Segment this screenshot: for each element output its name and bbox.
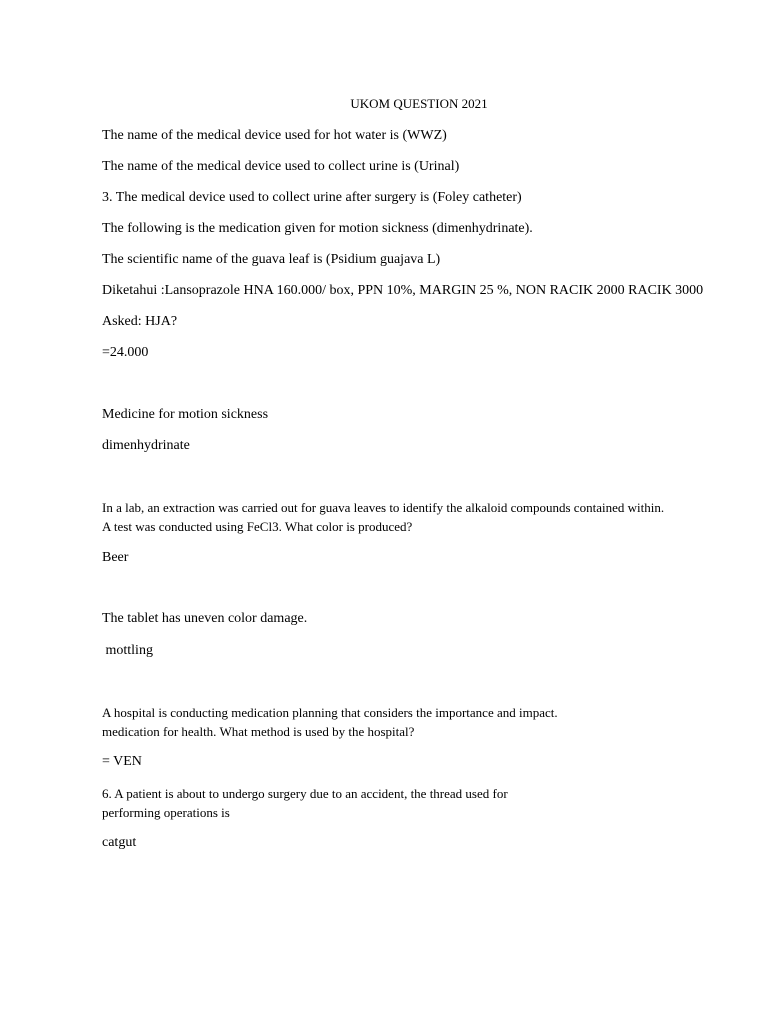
- document-title: UKOM QUESTION 2021: [350, 96, 488, 111]
- answer-mottling: mottling: [102, 643, 153, 658]
- question-motion-sickness-medication: The following is the medication given for motion sickness (dimenhydrinate).: [102, 221, 533, 236]
- answer-catgut: catgut: [102, 835, 137, 850]
- question-surgery-thread-line-1: 6. A patient is about to undergo surgery due to an accident, the thread used for: [102, 786, 508, 801]
- question-guava-extraction-line-1: In a lab, an extraction was carried out for guava leaves to identify the alkaloid compounds contained within.: [102, 500, 665, 515]
- question-hospital-planning-line-1: A hospital is conducting medication planning that considers the importance and impact.: [102, 705, 558, 720]
- question-surgery-thread-line-2: performing operations is: [102, 805, 230, 820]
- question-hospital-planning-line-2: medication for health. What method is used by the hospital?: [102, 724, 415, 739]
- answer-beer: Beer: [102, 550, 129, 565]
- question-urine-device: The name of the medical device used to collect urine is (Urinal): [102, 159, 460, 174]
- question-tablet-color-damage: The tablet has uneven color damage.: [102, 611, 308, 626]
- answer-dimenhydrinate: dimenhydrinate: [102, 438, 190, 453]
- question-asked-hja: Asked: HJA?: [102, 314, 178, 329]
- question-lansoprazole-known: Diketahui :Lansoprazole HNA 160.000/ box, PPN 10%, MARGIN 25 %, NON RACIK 2000 RACIK 3000: [102, 283, 704, 298]
- question-guava-scientific-name: The scientific name of the guava leaf is (Psidium guajava L): [102, 252, 441, 267]
- question-guava-extraction-line-2: A test was conducted using FeCl3. What color is produced?: [102, 519, 413, 534]
- answer-hja: =24.000: [102, 345, 149, 360]
- question-foley-catheter: 3. The medical device used to collect urine after surgery is (Foley catheter): [102, 190, 522, 205]
- answer-ven: = VEN: [102, 754, 142, 769]
- question-motion-sickness: Medicine for motion sickness: [102, 407, 269, 422]
- question-hot-water-device: The name of the medical device used for hot water is (WWZ): [102, 128, 447, 143]
